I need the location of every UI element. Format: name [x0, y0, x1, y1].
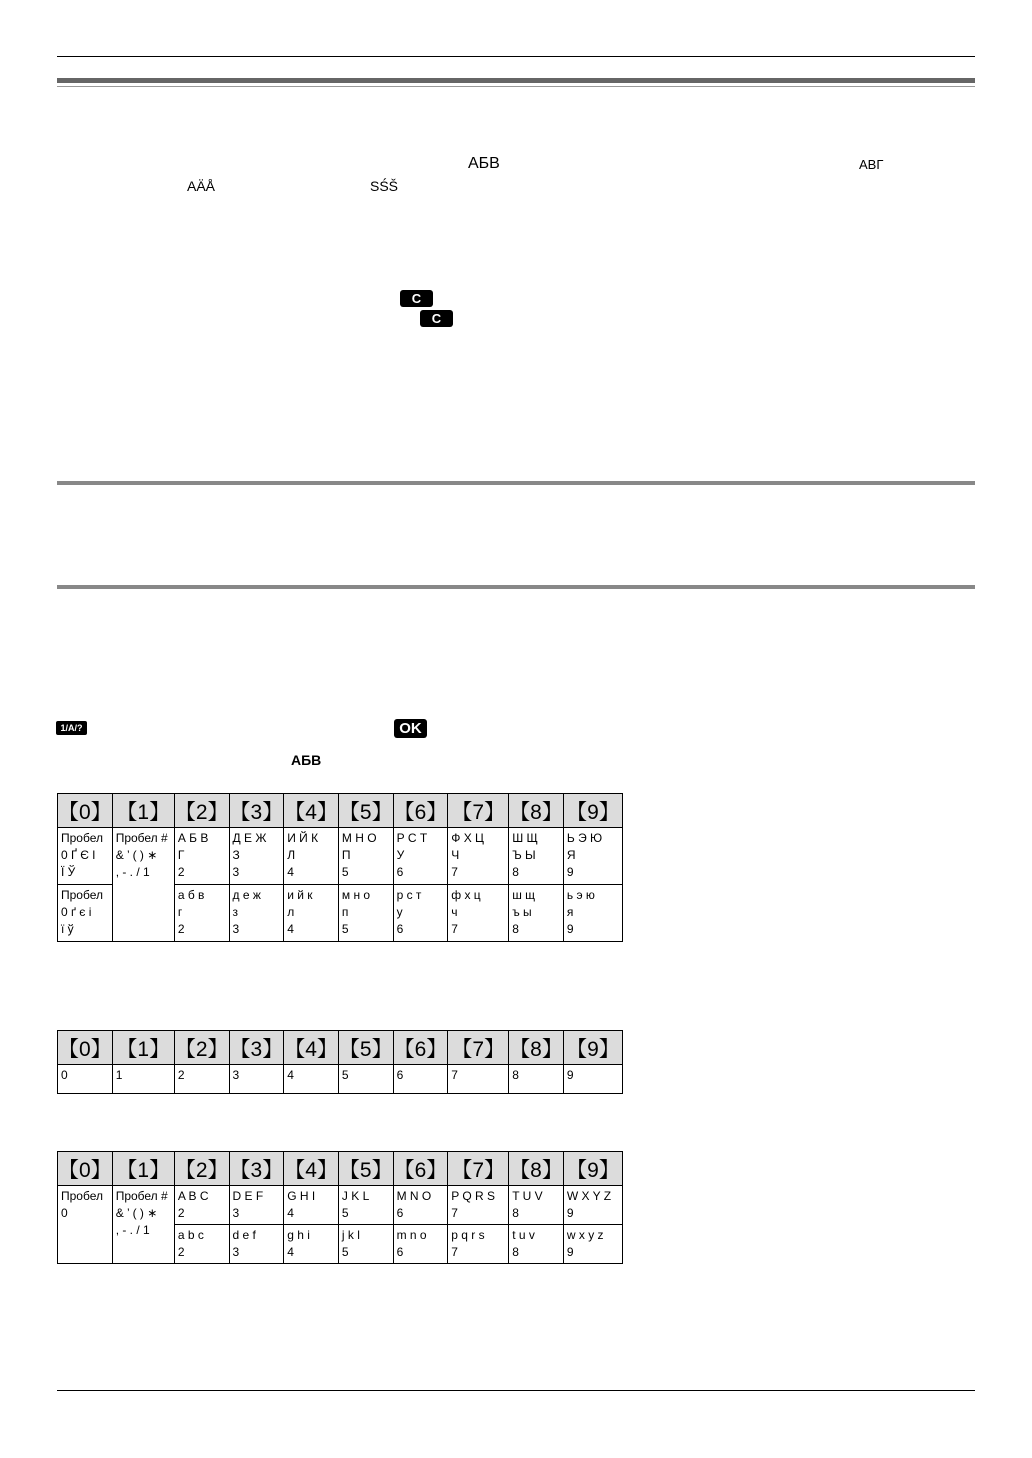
char-cell: М Н О П 5 — [338, 828, 393, 885]
key-header-0: 【0】 — [58, 1031, 113, 1065]
latin-upper-row — [58, 1186, 623, 1225]
char-cell: а б в г 2 — [174, 885, 229, 942]
key-header-2: 【2】 — [174, 1031, 229, 1065]
key-header-5: 【5】 — [338, 794, 393, 828]
char-cell: 3 — [229, 1065, 284, 1094]
key-header-9: 【9】 — [563, 1152, 622, 1186]
char-cell: ш щ ъ ы 8 — [509, 885, 564, 942]
key-header-4: 【4】 — [284, 1152, 339, 1186]
char-cell: Р С Т У 6 — [393, 828, 448, 885]
key-header-2: 【2】 — [174, 794, 229, 828]
char-cell: И Й К Л 4 — [284, 828, 339, 885]
char-cell: д е ж з 3 — [229, 885, 284, 942]
key-header-1: 【1】 — [112, 794, 174, 828]
char-cell: g h i 4 — [284, 1225, 339, 1264]
char-cell: и й к л 4 — [284, 885, 339, 942]
key-header-6: 【6】 — [393, 1031, 448, 1065]
key-header-7: 【7】 — [448, 1031, 509, 1065]
numeric-character-table — [57, 1030, 623, 1094]
latin-ext-mode-label-1: AÄÅ — [187, 178, 216, 194]
key-header-5: 【5】 — [338, 1031, 393, 1065]
clear-key-icon: C — [420, 310, 453, 327]
cyrillic-mode-label-1: АБВ — [468, 155, 500, 172]
char-cell: d e f 3 — [229, 1225, 284, 1264]
char-cell: w x y z 9 — [563, 1225, 622, 1264]
key-header-7: 【7】 — [448, 794, 509, 828]
char-cell: M N O 6 — [393, 1186, 448, 1225]
section-rule-2 — [57, 481, 975, 485]
char-cell: 2 — [174, 1065, 229, 1094]
key-header-1: 【1】 — [112, 1152, 174, 1186]
section-rule-3 — [57, 585, 975, 589]
key-header-1: 【1】 — [112, 1031, 174, 1065]
char-cell: Пробел 0 ґ є і ї ў — [58, 885, 113, 942]
char-cell: p q r s 7 — [448, 1225, 509, 1264]
char-cell: Ф Х Ц Ч 7 — [448, 828, 509, 885]
char-cell: D E F 3 — [229, 1186, 284, 1225]
key-header-3: 【3】 — [229, 794, 284, 828]
char-cell: Пробел # & ’ ( ) ∗ , - . / 1 — [112, 828, 174, 942]
char-cell: a b c 2 — [174, 1225, 229, 1264]
key-header-9: 【9】 — [563, 794, 622, 828]
char-cell: 1 — [112, 1065, 174, 1094]
char-cell: Пробел # & ’ ( ) ∗ , - . / 1 — [112, 1186, 174, 1264]
key-header-8: 【8】 — [509, 1031, 564, 1065]
cyrillic-character-table — [57, 793, 623, 942]
char-cell: 4 — [284, 1065, 339, 1094]
key-header-0: 【0】 — [58, 794, 113, 828]
key-header-8: 【8】 — [509, 1152, 564, 1186]
key-header-0: 【0】 — [58, 1152, 113, 1186]
clear-key-icon: C — [400, 290, 433, 307]
char-cell: Ш Щ Ъ Ы 8 — [509, 828, 564, 885]
mode-key-icon: 1/A/? — [56, 721, 87, 735]
char-cell: 6 — [393, 1065, 448, 1094]
cyrillic-upper-row — [58, 828, 623, 885]
char-cell: Ь Э Ю Я 9 — [563, 828, 622, 885]
char-cell: J K L 5 — [338, 1186, 393, 1225]
char-cell: 0 — [58, 1065, 113, 1094]
key-header-6: 【6】 — [393, 794, 448, 828]
char-cell: А Б В Г 2 — [174, 828, 229, 885]
key-header-6: 【6】 — [393, 1152, 448, 1186]
numeric-table-header-row — [58, 1031, 623, 1065]
char-cell: W X Y Z 9 — [563, 1186, 622, 1225]
latin-ext-mode-label-2: SŚŠ — [370, 178, 399, 194]
key-header-3: 【3】 — [229, 1031, 284, 1065]
section-rule-top-sub — [57, 86, 975, 87]
char-cell: j k l 5 — [338, 1225, 393, 1264]
header-rule — [57, 56, 975, 57]
char-cell: м н о п 5 — [338, 885, 393, 942]
char-cell: G H I 4 — [284, 1186, 339, 1225]
char-cell: р с т у 6 — [393, 885, 448, 942]
char-cell: 8 — [509, 1065, 564, 1094]
cyrillic-mode-label-2: АВГ — [859, 157, 884, 172]
key-header-8: 【8】 — [509, 794, 564, 828]
key-header-7: 【7】 — [448, 1152, 509, 1186]
key-header-5: 【5】 — [338, 1152, 393, 1186]
char-cell: t u v 8 — [509, 1225, 564, 1264]
char-cell: ф х ц ч 7 — [448, 885, 509, 942]
char-cell: m n o 6 — [393, 1225, 448, 1264]
cyrillic-table-header-row — [58, 794, 623, 828]
key-header-9: 【9】 — [563, 1031, 622, 1065]
footer-rule — [57, 1390, 975, 1391]
char-cell: A B C 2 — [174, 1186, 229, 1225]
key-header-2: 【2】 — [174, 1152, 229, 1186]
char-cell: 7 — [448, 1065, 509, 1094]
cyrillic-mode-label-3: АБВ — [291, 752, 322, 768]
char-cell: ь э ю я 9 — [563, 885, 622, 942]
char-cell: T U V 8 — [509, 1186, 564, 1225]
numeric-row — [58, 1065, 623, 1094]
key-header-4: 【4】 — [284, 1031, 339, 1065]
section-rule-top — [57, 78, 975, 83]
latin-character-table — [57, 1151, 623, 1264]
latin-table-header-row — [58, 1152, 623, 1186]
char-cell: Пробел 0 Ґ Є І Ї Ў — [58, 828, 113, 885]
key-header-3: 【3】 — [229, 1152, 284, 1186]
char-cell: 5 — [338, 1065, 393, 1094]
char-cell: Пробел 0 — [58, 1186, 113, 1264]
ok-key-icon: OK — [394, 719, 427, 738]
key-header-4: 【4】 — [284, 794, 339, 828]
char-cell: P Q R S 7 — [448, 1186, 509, 1225]
char-cell: 9 — [563, 1065, 622, 1094]
char-cell: Д Е Ж З 3 — [229, 828, 284, 885]
